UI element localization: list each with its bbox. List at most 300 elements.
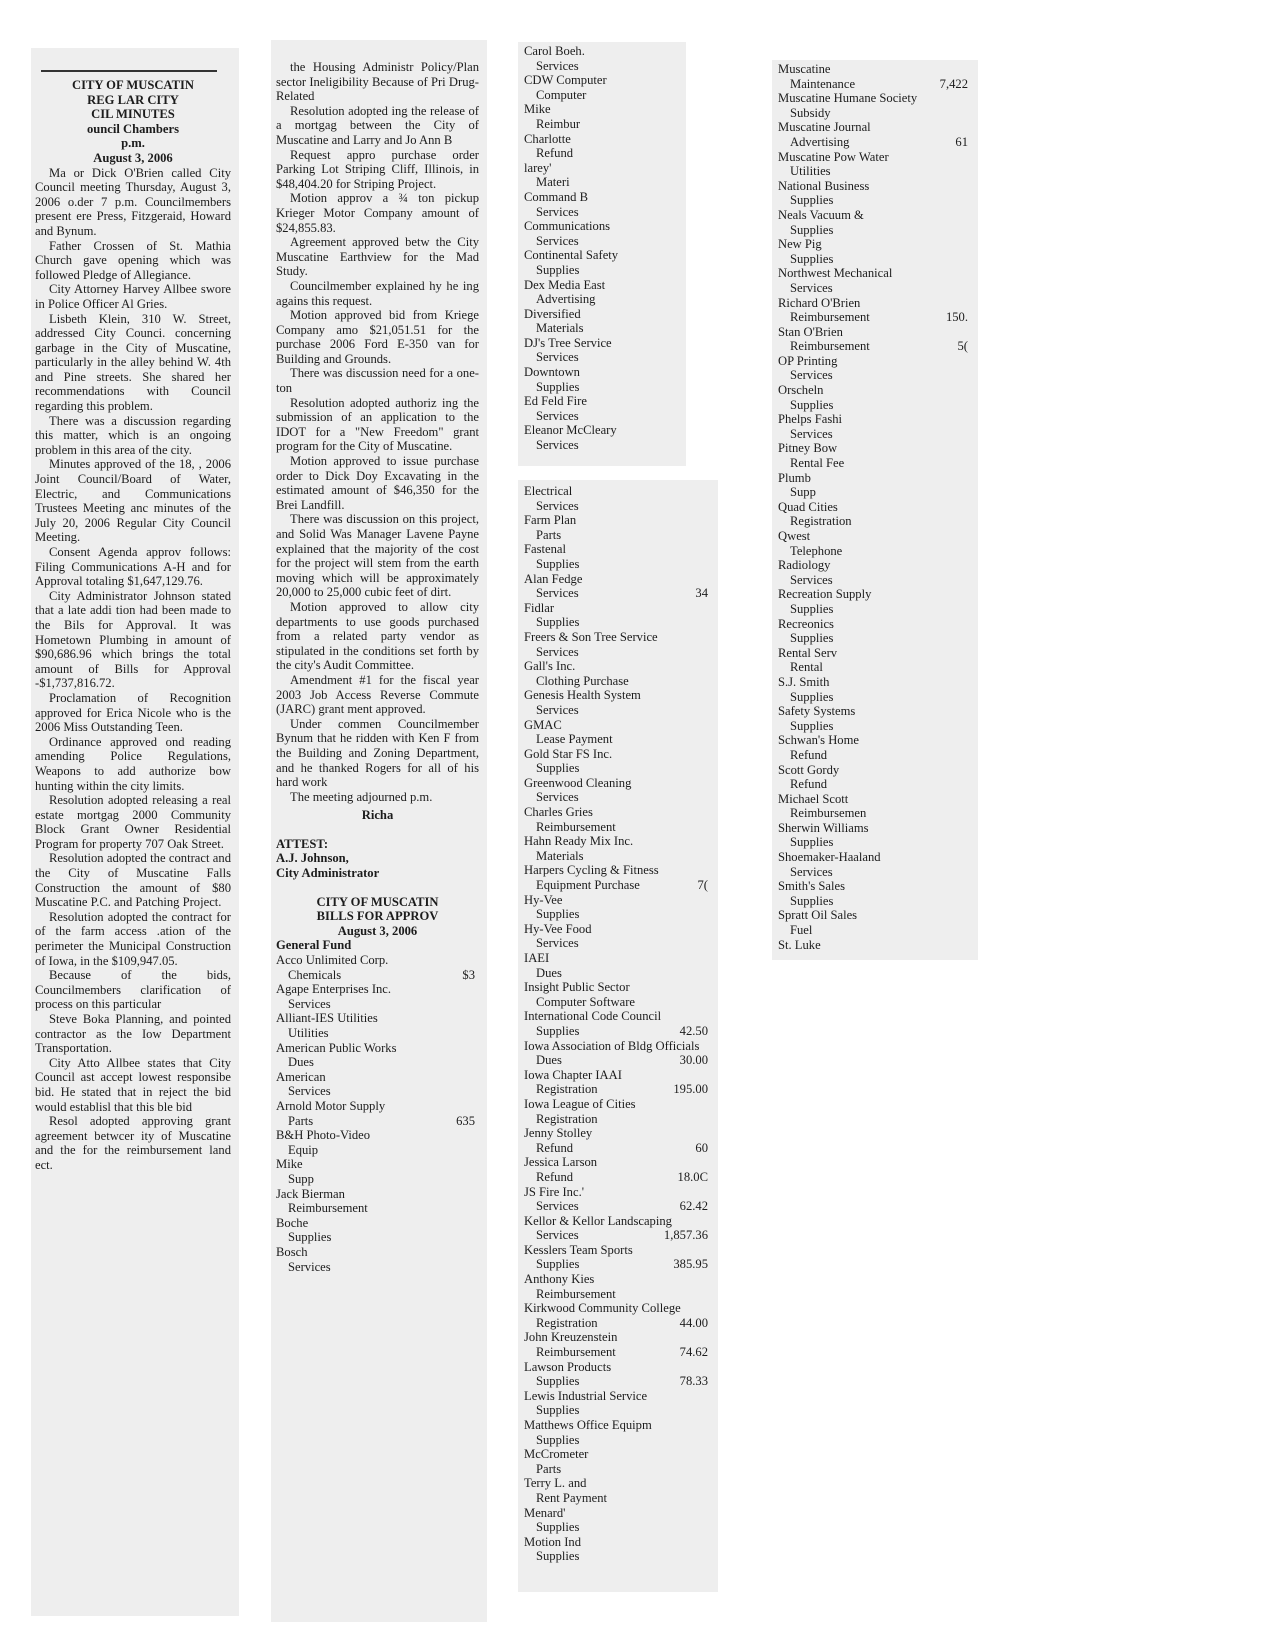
bill-category: Advertising (536, 292, 596, 307)
bill-entry (524, 747, 712, 776)
bill-amount (968, 164, 972, 179)
bill-amount (968, 748, 972, 763)
bill-entry (276, 1099, 479, 1128)
bill-category: Materials (536, 321, 584, 336)
bill-amount (676, 321, 680, 336)
vendor-name: Bosch (276, 1244, 308, 1259)
bill-category: Services (536, 408, 579, 423)
bill-entry (524, 922, 712, 951)
minutes-headline-line: REG LAR CITY (87, 92, 179, 107)
vendor-name: Jessica Larson (524, 1155, 598, 1170)
vendor-name: Kesslers Team Sports (524, 1242, 633, 1257)
bill-amount (676, 380, 680, 395)
vendor-name: Plumb (778, 470, 811, 485)
bill-entry (524, 73, 680, 102)
bills-column-4 (772, 60, 978, 960)
minutes-paragraph: There was discussion on this project, and Solid Was Manager Lavene Payne explained that the majority of the cost for the project will stem from the earth moving which will be approximately 20,000 to 25,000 cubic feet of dirt. (276, 512, 479, 600)
bill-entry (524, 863, 712, 892)
bill-amount (708, 1520, 712, 1535)
bill-amount (708, 1403, 712, 1418)
bill-amount (708, 995, 712, 1010)
bill-category: Materi (536, 175, 570, 190)
bill-amount (968, 281, 972, 296)
bill-entry (524, 980, 712, 1009)
bill-amount (708, 761, 712, 776)
bill-category: Registration (536, 1111, 598, 1126)
bill-category: Computer (536, 87, 587, 102)
bill-amount: 44.00 (679, 1315, 708, 1330)
minutes-paragraph: Request appro purchase order Parking Lot Striping Cliff, Illinois, in $48,404.20 for Striping Project. (276, 147, 479, 191)
vendor-name: Gold Star FS Inc. (524, 746, 613, 761)
bill-amount (708, 936, 712, 951)
bill-amount (968, 456, 972, 471)
vendor-name: Insight Public Sector (524, 980, 630, 995)
bill-amount (968, 660, 972, 675)
bill-category: Utilities (790, 164, 831, 179)
vendor-name: Jenny Stolley (524, 1126, 593, 1141)
bill-entry (778, 879, 972, 908)
bill-category: Refund (790, 747, 828, 762)
bill-amount (968, 223, 972, 238)
bill-entry (778, 908, 972, 937)
bill-entry (524, 190, 680, 219)
bill-category: Services (536, 1228, 579, 1243)
bill-category: Dues (536, 965, 562, 980)
vendor-name: Farm Plan (524, 513, 577, 528)
vendor-name: Hahn Ready Mix Inc. (524, 834, 634, 849)
bill-category: Reimbursement (790, 310, 870, 325)
vendor-name: Iowa Chapter IAAI (524, 1067, 622, 1082)
bill-entry (524, 1272, 712, 1301)
bill-entry (276, 1041, 479, 1070)
bill-entry (524, 601, 712, 630)
bill-category: Services (536, 350, 579, 365)
bill-entry (524, 336, 680, 365)
bill-category: Services (536, 790, 579, 805)
bill-entry (524, 484, 712, 513)
bill-category: Supplies (790, 631, 834, 646)
bill-amount (708, 1433, 712, 1448)
bill-amount (708, 732, 712, 747)
bill-amount (708, 1287, 712, 1302)
vendor-name: Richard O'Brien (778, 295, 861, 310)
bill-category: Supp (790, 485, 816, 500)
vendor-name: Smith's Sales (778, 879, 845, 894)
bill-category: Supplies (288, 1230, 332, 1245)
bill-category: Utilities (288, 1026, 329, 1040)
bill-entry (524, 1360, 712, 1389)
bill-entry (778, 704, 972, 733)
bill-entry (524, 1009, 712, 1038)
bill-amount: 18.0C (677, 1169, 708, 1184)
bill-category: Supplies (536, 379, 580, 394)
bill-amount: 62.42 (679, 1199, 708, 1214)
vendor-name: Safety Systems (778, 704, 856, 719)
bill-category: Services (790, 572, 833, 587)
bill-category: Computer Software (536, 994, 635, 1009)
bill-category: Services (790, 426, 833, 441)
bill-category: Refund (790, 777, 828, 792)
bill-amount: 7( (697, 878, 708, 893)
vendor-name: Kellor & Kellor Landscaping (524, 1213, 672, 1228)
vendor-name: Greenwood Cleaning (524, 775, 632, 790)
bill-category: Refund (536, 1169, 574, 1184)
bill-amount (676, 205, 680, 220)
vendor-name: American (276, 1069, 326, 1084)
vendor-name: Fidlar (524, 600, 555, 615)
bill-amount (708, 703, 712, 718)
minutes-paragraph: Resolution adopted authoriz ing the submission of an application to the IDOT for a "New Freedom" grant program for the City of Muscatine. (276, 395, 479, 454)
vendor-name: Spratt Oil Sales (778, 908, 858, 923)
vendor-name: Boche (276, 1215, 309, 1230)
bill-amount: 34 (695, 586, 708, 601)
bill-category: Supplies (536, 761, 580, 776)
bill-amount (475, 997, 479, 1012)
bills-headline-line: BILLS FOR APPROV (316, 909, 439, 924)
bill-category: Services (536, 644, 579, 659)
bill-amount (475, 1143, 479, 1158)
bill-amount: 30.00 (679, 1053, 708, 1068)
bill-amount (708, 1462, 712, 1477)
bills-list-4 (778, 62, 972, 952)
bill-entry (276, 1070, 479, 1099)
bill-amount (708, 499, 712, 514)
bill-amount (968, 514, 972, 529)
minutes-headline-line: ouncil Chambers (86, 121, 179, 136)
fund-heading: General Fund (276, 938, 352, 953)
bill-entry (778, 500, 972, 529)
vendor-name: Eleanor McCleary (524, 423, 617, 438)
vendor-name: OP Printing (778, 353, 838, 368)
bill-entry (524, 542, 712, 571)
bill-category: Supplies (536, 1257, 580, 1272)
bill-category: Parts (536, 527, 562, 542)
vendor-name: Kirkwood Community College (524, 1301, 681, 1316)
minutes-headline (35, 78, 231, 166)
bill-category: Supplies (536, 262, 580, 277)
bill-category: Registration (790, 514, 852, 529)
bill-amount (676, 88, 680, 103)
bill-amount: 74.62 (679, 1345, 708, 1360)
minutes-headline-line: CIL MINUTES (91, 107, 175, 122)
bill-amount (708, 790, 712, 805)
minutes-headline-line: August 3, 2006 (93, 150, 173, 165)
bill-amount (676, 438, 680, 453)
vendor-name: Lewis Industrial Service (524, 1388, 648, 1403)
vendor-name: JS Fire Inc.' (524, 1184, 584, 1199)
minutes-paragraph: City Administrator Johnson stated that a late addi tion had been made to the Bils for Approval. It was Hometown Plumbing in amount of $90,686.96 which brings the total amount of Bills for Approval -$1,737,816.72. (35, 588, 231, 691)
vendor-name: Sherwin Williams (778, 820, 869, 835)
bill-entry (524, 1301, 712, 1330)
bill-category: Equipment Purchase (536, 878, 640, 893)
bill-amount (475, 1084, 479, 1099)
bill-category: Supplies (790, 689, 834, 704)
bill-category: Supplies (536, 1374, 580, 1389)
bill-entry (778, 150, 972, 179)
bill-amount: 1,857.36 (663, 1228, 708, 1243)
bill-amount (968, 544, 972, 559)
bill-entry (524, 1476, 712, 1505)
vendor-name: Continental Safety (524, 248, 619, 263)
bill-amount: 42.50 (679, 1023, 708, 1038)
bill-entry (524, 1330, 712, 1359)
bill-amount: 7,422 (939, 76, 968, 91)
bill-entry (276, 1245, 479, 1274)
bill-category: Maintenance (790, 76, 856, 91)
bill-category: Services (790, 280, 833, 295)
bill-entry (778, 441, 972, 470)
bill-category: Services (536, 498, 579, 513)
bill-entry (778, 120, 972, 149)
minutes-paragraph: Ma or Dick O'Brien called City Council meeting Thursday, August 3, 2006 o.der 7 p.m. Councilmembers present ere Press, Fitzgeraid, Howard and Bynum. (35, 165, 231, 238)
bill-amount: 150. (945, 310, 968, 325)
vendor-name: Iowa Association of Bldg Officials (524, 1038, 700, 1053)
bill-entry (524, 951, 712, 980)
bill-amount (708, 820, 712, 835)
bill-category: Services (536, 233, 579, 248)
vendor-name: Fastenal (524, 542, 566, 557)
bill-category: Reimbursement (536, 1286, 616, 1301)
bill-entry (778, 646, 972, 675)
bill-entry (524, 161, 680, 190)
bill-entry (778, 675, 972, 704)
bills-list-1 (276, 953, 479, 1274)
bill-category: Services (536, 586, 579, 601)
bill-amount (475, 1230, 479, 1245)
bill-entry (524, 394, 680, 423)
bill-category: Services (536, 58, 579, 73)
bill-category: Parts (536, 1461, 562, 1476)
bill-category: Registration (536, 1082, 598, 1097)
vendor-name: Muscatine Journal (778, 120, 871, 135)
bill-amount (475, 1201, 479, 1216)
bill-entry (524, 307, 680, 336)
minutes-paragraph: Because of the bids, Councilmembers clarification of process on this particular (35, 968, 231, 1012)
vendor-name: Hy-Vee (524, 892, 563, 907)
vendor-name: Stan O'Brien (778, 324, 843, 339)
attest-name: A.J. Johnson, (276, 851, 349, 866)
bill-category: Lease Payment (536, 732, 613, 747)
bill-category: Services (288, 996, 331, 1011)
bill-amount (968, 865, 972, 880)
bill-category: Reimbursement (536, 1345, 616, 1360)
bill-amount (968, 777, 972, 792)
bills-column-3b (518, 480, 718, 1592)
vendor-name: Recreation Supply (778, 587, 872, 602)
bill-entry (778, 412, 972, 441)
bill-amount (708, 966, 712, 981)
vendor-name: B&H Photo-Video (276, 1128, 371, 1143)
bill-category: Rent Payment (536, 1490, 608, 1505)
bill-amount (676, 117, 680, 132)
vendor-name: Acco Unlimited Corp. (276, 953, 389, 968)
bills-column-3a (518, 42, 686, 466)
bill-amount: 195.00 (673, 1082, 708, 1097)
bill-category: Services (536, 438, 579, 453)
bill-amount (676, 175, 680, 190)
bill-category: Materials (536, 848, 584, 863)
bill-entry (524, 1068, 712, 1097)
bill-entry (524, 1214, 712, 1243)
bill-category: Supplies (536, 907, 580, 922)
vendor-name: Electrical (524, 484, 573, 498)
minutes-paragraph: Motion approv a ¾ ton pickup Krieger Motor Company amount of $24,855.83. (276, 191, 479, 235)
minutes-paragraph: Ordinance approved ond reading amending Police Regulations, Weapons to add authorize bow hunting within the city limits. (35, 734, 231, 793)
bill-entry (778, 91, 972, 120)
vendor-name: Communications (524, 219, 611, 234)
bill-entry (778, 529, 972, 558)
vendor-name: Menard' (524, 1505, 566, 1520)
bill-category: Supplies (790, 601, 834, 616)
vendor-name: International Code Council (524, 1009, 662, 1024)
bill-amount: 635 (456, 1113, 475, 1128)
bill-amount (676, 350, 680, 365)
bill-category: Registration (536, 1315, 598, 1330)
bill-amount (708, 557, 712, 572)
bill-amount (475, 1172, 479, 1187)
bill-entry (778, 296, 972, 325)
vendor-name: Schwan's Home (778, 733, 859, 748)
minutes-paragraph: City Atto Allbee states that City Council ast accept lowest responsibe bid. He stated that in reject the bid would establisl that this ble bid (35, 1055, 231, 1114)
bill-entry (524, 1039, 712, 1068)
minutes-paragraph: There was a discussion regarding this matter, which is an ongoing problem in this area of the city. (35, 413, 231, 457)
vendor-name: New Pig (778, 237, 822, 252)
vendor-name: Charles Gries (524, 805, 593, 820)
attest-title: City Administrator (276, 866, 380, 881)
bill-entry (524, 805, 712, 834)
vendor-name: St. Luke (778, 937, 821, 952)
vendor-name: Rental Serv (778, 645, 838, 660)
vendor-name: American Public Works (276, 1040, 397, 1055)
bill-amount (968, 573, 972, 588)
bill-entry (276, 1187, 479, 1216)
bill-entry (524, 248, 680, 277)
bill-entry (778, 587, 972, 616)
vendor-name: Freers & Son Tree Service (524, 629, 658, 644)
minutes-headline-line: p.m. (121, 136, 145, 151)
minutes-paragraph: the Housing Administr Policy/Plan sector Ineligibility Because of Pri Drug-Related (276, 60, 479, 104)
bill-amount (968, 923, 972, 938)
bill-amount (968, 106, 972, 121)
vendor-name: Orscheln (778, 383, 824, 398)
vendor-name: Diversified (524, 306, 581, 321)
bill-amount (475, 1026, 479, 1041)
vendor-name: Motion Ind (524, 1534, 582, 1549)
bill-category: Supplies (536, 556, 580, 571)
minutes-paragraph: Proclamation of Recognition approved for Erica Nicole who is the 2006 Miss Outstanding Teen. (35, 690, 231, 735)
bill-amount (708, 1112, 712, 1127)
bill-entry (524, 102, 680, 131)
bill-entry (276, 1128, 479, 1157)
bill-amount: 385.95 (673, 1257, 708, 1272)
bill-category: Equip (288, 1142, 319, 1157)
minutes-headline-line: CITY OF MUSCATIN (72, 78, 194, 92)
bill-category: Supplies (536, 1432, 580, 1447)
bill-entry (276, 953, 479, 982)
bill-category: Supplies (536, 1403, 580, 1418)
bill-category: Supplies (536, 615, 580, 630)
minutes-paragraph: Minutes approved of the 18, , 2006 Joint Council/Board of Water, Electric, and Communications Trustees Meeting anc minutes of the July 20, 2006 Regular City Council Meeting. (35, 457, 231, 545)
bill-amount (475, 1260, 479, 1275)
bill-amount (708, 528, 712, 543)
bill-amount (968, 835, 972, 850)
vendor-name: Genesis Health System (524, 688, 641, 703)
bill-entry (276, 1216, 479, 1245)
minutes-paragraph: Father Crossen of St. Mathia Church gave opening which was followed Pledge of Allegiance. (35, 238, 231, 282)
vendor-name: Iowa League of Cities (524, 1096, 636, 1111)
vendor-name: Mike (276, 1157, 303, 1172)
vendor-name: Jack Bierman (276, 1186, 345, 1201)
bill-entry (524, 572, 712, 601)
bill-entry (524, 659, 712, 688)
bill-amount (708, 1549, 712, 1564)
vendor-name: Hy-Vee Food (524, 921, 592, 936)
bill-category: Supplies (790, 718, 834, 733)
vendor-name: Scott Gordy (778, 762, 840, 777)
vendor-name: Michael Scott (778, 791, 849, 806)
minutes-paragraph: Consent Agenda approv follows: Filing Communications A-H and for Approval totaling $1,647,129.76. (35, 545, 231, 589)
bill-amount (968, 252, 972, 267)
vendor-name: Qwest (778, 529, 811, 543)
bill-category: Services (288, 1084, 331, 1099)
vendor-name: Ed Feld Fire (524, 394, 587, 409)
bill-category: Advertising (790, 134, 850, 149)
bill-category: Dues (536, 1053, 562, 1068)
vendor-name: Alan Fedge (524, 571, 583, 586)
bill-category: Supplies (790, 893, 834, 908)
bill-entry (778, 266, 972, 295)
minutes-paragraph: Resolution adopted the contract for of the farm access .ation of the perimeter the Municipal Construction of Iowa, in the $109,947.05. (35, 909, 231, 968)
bill-entry (778, 558, 972, 587)
minutes-paragraph: Resolution adopted the contract and the City of Muscatine Falls Construction the amount of $80 Muscatine P.C. and Patching Project. (35, 851, 231, 910)
bill-entry (524, 834, 712, 863)
vendor-name: Muscatine (778, 62, 831, 76)
minutes-body-1 (35, 166, 231, 1173)
bill-amount (676, 263, 680, 278)
minutes-paragraph: City Attorney Harvey Allbee swore in Police Officer Al Gries. (35, 282, 231, 311)
vendor-name: S.J. Smith (778, 674, 830, 689)
vendor-name: Anthony Kies (524, 1272, 595, 1287)
bill-category: Supplies (790, 222, 834, 237)
bill-category: Subsidy (790, 105, 831, 120)
bill-category: Reimbursement (536, 819, 616, 834)
bill-amount (708, 674, 712, 689)
bill-entry (778, 733, 972, 762)
bill-entry (524, 1185, 712, 1214)
vendor-name: Matthews Office Equipm (524, 1418, 652, 1432)
vendor-name: Pitney Bow (778, 441, 838, 456)
vendor-name: John Kreuzenstein (524, 1330, 618, 1345)
bill-category: Refund (536, 146, 574, 161)
bill-amount (676, 234, 680, 249)
bill-amount (968, 368, 972, 383)
bill-entry (524, 1155, 712, 1184)
bill-entry (524, 44, 680, 73)
bill-entry (524, 718, 712, 747)
bill-entry (524, 1418, 712, 1447)
bill-amount (676, 292, 680, 307)
bills-list-3 (524, 484, 712, 1564)
bill-amount (968, 631, 972, 646)
bill-amount (676, 409, 680, 424)
vendor-name: National Business (778, 178, 870, 193)
bill-entry (524, 1389, 712, 1418)
minutes-paragraph: Under commen Councilmember Bynum that he ridden with Ken F from the Building and Zoning Department, and he thanked Rogers for all of his hard work (276, 716, 479, 790)
bill-category: Rental Fee (790, 456, 845, 471)
bill-category: Services (536, 204, 579, 219)
bills-headline-line: CITY OF MUSCATIN (316, 894, 439, 909)
bills-headline (276, 895, 479, 939)
